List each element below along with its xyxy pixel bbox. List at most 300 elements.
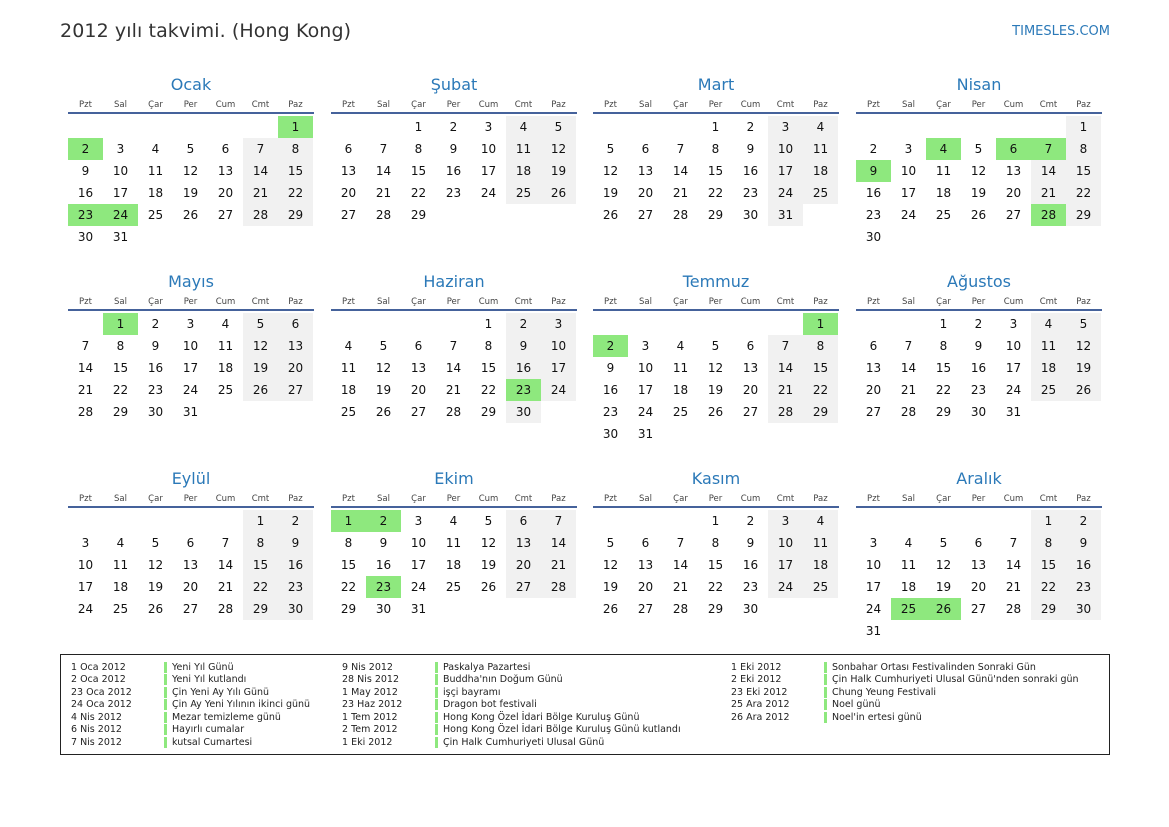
day-cell[interactable]: 12 xyxy=(480,536,497,550)
day-cell[interactable]: 11 xyxy=(340,361,357,375)
day-cell[interactable]: 20 xyxy=(340,186,357,200)
day-cell[interactable]: 15 xyxy=(340,558,357,572)
day-cell[interactable]: 27 xyxy=(970,602,987,616)
day-cell[interactable]: 14 xyxy=(768,357,803,379)
day-cell[interactable]: 8 xyxy=(1066,138,1101,160)
day-cell[interactable]: 29 xyxy=(707,602,724,616)
day-cell[interactable]: 11 xyxy=(445,536,462,550)
day-cell[interactable]: 11 xyxy=(900,558,917,572)
day-cell[interactable]: 1 xyxy=(711,514,720,528)
day-cell[interactable]: 22 xyxy=(707,580,724,594)
day-cell[interactable]: 3 xyxy=(414,514,423,528)
day-cell[interactable]: 18 xyxy=(900,580,917,594)
day-cell[interactable]: 12 xyxy=(243,335,278,357)
day-cell[interactable]: 18 xyxy=(1031,357,1066,379)
day-cell[interactable]: 7 xyxy=(81,339,90,353)
day-cell[interactable]: 9 xyxy=(151,339,160,353)
day-cell[interactable]: 21 xyxy=(375,186,392,200)
day-cell[interactable]: 6 xyxy=(641,142,650,156)
day-cell[interactable]: 18 xyxy=(935,186,952,200)
day-cell[interactable]: 12 xyxy=(1066,335,1101,357)
day-cell[interactable]: 3 xyxy=(869,536,878,550)
day-cell[interactable]: 31 xyxy=(112,230,129,244)
day-cell[interactable]: 8 xyxy=(344,536,353,550)
day-cell[interactable]: 10 xyxy=(865,558,882,572)
day-cell[interactable]: 20 xyxy=(182,580,199,594)
day-cell[interactable]: 26 xyxy=(602,208,619,222)
day-cell[interactable]: 12 xyxy=(602,164,619,178)
day-cell[interactable]: 3 xyxy=(81,536,90,550)
day-cell[interactable]: 27 xyxy=(217,208,234,222)
day-cell[interactable]: 6 xyxy=(278,313,313,335)
day-cell[interactable]: 18 xyxy=(445,558,462,572)
day-cell[interactable]: 20 xyxy=(278,357,313,379)
day-cell[interactable]: 3 xyxy=(904,142,913,156)
day-cell[interactable]: 24 xyxy=(865,602,882,616)
day-cell[interactable]: 30 xyxy=(1066,598,1101,620)
holiday-day-cell[interactable]: 2 xyxy=(366,510,401,532)
day-cell[interactable]: 4 xyxy=(676,339,685,353)
brand-link[interactable]: TIMESLES.COM xyxy=(1012,24,1110,39)
day-cell[interactable]: 2 xyxy=(974,317,983,331)
day-cell[interactable]: 9 xyxy=(974,339,983,353)
day-cell[interactable]: 12 xyxy=(707,361,724,375)
day-cell[interactable]: 16 xyxy=(865,186,882,200)
day-cell[interactable]: 5 xyxy=(151,536,160,550)
day-cell[interactable]: 26 xyxy=(243,379,278,401)
day-cell[interactable]: 16 xyxy=(147,361,164,375)
day-cell[interactable]: 13 xyxy=(182,558,199,572)
day-cell[interactable]: 17 xyxy=(900,186,917,200)
day-cell[interactable]: 2 xyxy=(746,514,755,528)
day-cell[interactable]: 24 xyxy=(637,405,654,419)
day-cell[interactable]: 25 xyxy=(506,182,541,204)
day-cell[interactable]: 16 xyxy=(445,164,462,178)
day-cell[interactable]: 20 xyxy=(217,186,234,200)
day-cell[interactable]: 20 xyxy=(506,554,541,576)
day-cell[interactable]: 17 xyxy=(410,558,427,572)
day-cell[interactable]: 11 xyxy=(935,164,952,178)
day-cell[interactable]: 29 xyxy=(480,405,497,419)
day-cell[interactable]: 8 xyxy=(711,142,720,156)
day-cell[interactable]: 15 xyxy=(1031,554,1066,576)
day-cell[interactable]: 2 xyxy=(506,313,541,335)
day-cell[interactable]: 7 xyxy=(449,339,458,353)
day-cell[interactable]: 13 xyxy=(742,361,759,375)
day-cell[interactable]: 22 xyxy=(112,383,129,397)
day-cell[interactable]: 1 xyxy=(939,317,948,331)
holiday-day-cell[interactable]: 1 xyxy=(803,313,838,335)
day-cell[interactable]: 21 xyxy=(1031,182,1066,204)
day-cell[interactable]: 13 xyxy=(340,164,357,178)
day-cell[interactable]: 7 xyxy=(676,142,685,156)
day-cell[interactable]: 9 xyxy=(379,536,388,550)
day-cell[interactable]: 19 xyxy=(1066,357,1101,379)
day-cell[interactable]: 6 xyxy=(344,142,353,156)
day-cell[interactable]: 15 xyxy=(410,164,427,178)
day-cell[interactable]: 5 xyxy=(606,142,615,156)
day-cell[interactable]: 17 xyxy=(480,164,497,178)
day-cell[interactable]: 6 xyxy=(506,510,541,532)
day-cell[interactable]: 4 xyxy=(151,142,160,156)
day-cell[interactable]: 29 xyxy=(935,405,952,419)
day-cell[interactable]: 3 xyxy=(484,120,493,134)
day-cell[interactable]: 25 xyxy=(1031,379,1066,401)
day-cell[interactable]: 19 xyxy=(602,580,619,594)
day-cell[interactable]: 10 xyxy=(637,361,654,375)
day-cell[interactable]: 7 xyxy=(904,339,913,353)
day-cell[interactable]: 13 xyxy=(1005,164,1022,178)
day-cell[interactable]: 18 xyxy=(112,580,129,594)
day-cell[interactable]: 3 xyxy=(641,339,650,353)
day-cell[interactable]: 11 xyxy=(112,558,129,572)
day-cell[interactable]: 5 xyxy=(1066,313,1101,335)
day-cell[interactable]: 16 xyxy=(375,558,392,572)
day-cell[interactable]: 25 xyxy=(147,208,164,222)
day-cell[interactable]: 27 xyxy=(865,405,882,419)
day-cell[interactable]: 22 xyxy=(707,186,724,200)
holiday-day-cell[interactable]: 2 xyxy=(593,335,628,357)
day-cell[interactable]: 10 xyxy=(900,164,917,178)
day-cell[interactable]: 14 xyxy=(541,532,576,554)
holiday-day-cell[interactable]: 25 xyxy=(891,598,926,620)
day-cell[interactable]: 4 xyxy=(1031,313,1066,335)
day-cell[interactable]: 13 xyxy=(637,558,654,572)
day-cell[interactable]: 27 xyxy=(637,602,654,616)
holiday-day-cell[interactable]: 23 xyxy=(68,204,103,226)
day-cell[interactable]: 21 xyxy=(217,580,234,594)
day-cell[interactable]: 19 xyxy=(541,160,576,182)
day-cell[interactable]: 28 xyxy=(768,401,803,423)
day-cell[interactable]: 29 xyxy=(340,602,357,616)
day-cell[interactable]: 21 xyxy=(1005,580,1022,594)
day-cell[interactable]: 21 xyxy=(672,580,689,594)
day-cell[interactable]: 14 xyxy=(1005,558,1022,572)
day-cell[interactable]: 26 xyxy=(602,602,619,616)
day-cell[interactable]: 14 xyxy=(672,558,689,572)
day-cell[interactable]: 24 xyxy=(480,186,497,200)
day-cell[interactable]: 20 xyxy=(1005,186,1022,200)
day-cell[interactable]: 30 xyxy=(742,208,759,222)
day-cell[interactable]: 31 xyxy=(865,624,882,638)
holiday-day-cell[interactable]: 1 xyxy=(103,313,138,335)
day-cell[interactable]: 25 xyxy=(672,405,689,419)
day-cell[interactable]: 14 xyxy=(900,361,917,375)
day-cell[interactable]: 12 xyxy=(970,164,987,178)
day-cell[interactable]: 13 xyxy=(506,532,541,554)
day-cell[interactable]: 28 xyxy=(672,602,689,616)
day-cell[interactable]: 25 xyxy=(340,405,357,419)
day-cell[interactable]: 8 xyxy=(484,339,493,353)
day-cell[interactable]: 20 xyxy=(970,580,987,594)
day-cell[interactable]: 15 xyxy=(480,361,497,375)
holiday-day-cell[interactable]: 23 xyxy=(366,576,401,598)
day-cell[interactable]: 5 xyxy=(379,339,388,353)
holiday-day-cell[interactable]: 9 xyxy=(856,160,891,182)
holiday-day-cell[interactable]: 7 xyxy=(1031,138,1066,160)
day-cell[interactable]: 11 xyxy=(803,532,838,554)
day-cell[interactable]: 17 xyxy=(768,554,803,576)
day-cell[interactable]: 27 xyxy=(182,602,199,616)
day-cell[interactable]: 13 xyxy=(865,361,882,375)
day-cell[interactable]: 17 xyxy=(112,186,129,200)
day-cell[interactable]: 11 xyxy=(672,361,689,375)
day-cell[interactable]: 13 xyxy=(278,335,313,357)
day-cell[interactable]: 27 xyxy=(506,576,541,598)
day-cell[interactable]: 27 xyxy=(278,379,313,401)
day-cell[interactable]: 8 xyxy=(939,339,948,353)
day-cell[interactable]: 2 xyxy=(1066,510,1101,532)
holiday-day-cell[interactable]: 6 xyxy=(996,138,1031,160)
day-cell[interactable]: 28 xyxy=(375,208,392,222)
day-cell[interactable]: 10 xyxy=(768,138,803,160)
day-cell[interactable]: 17 xyxy=(182,361,199,375)
day-cell[interactable]: 23 xyxy=(742,186,759,200)
day-cell[interactable]: 8 xyxy=(116,339,125,353)
day-cell[interactable]: 22 xyxy=(278,182,313,204)
day-cell[interactable]: 1 xyxy=(484,317,493,331)
day-cell[interactable]: 6 xyxy=(746,339,755,353)
holiday-day-cell[interactable]: 26 xyxy=(926,598,961,620)
day-cell[interactable]: 30 xyxy=(506,401,541,423)
day-cell[interactable]: 26 xyxy=(480,580,497,594)
day-cell[interactable]: 3 xyxy=(116,142,125,156)
day-cell[interactable]: 28 xyxy=(77,405,94,419)
day-cell[interactable]: 9 xyxy=(278,532,313,554)
day-cell[interactable]: 6 xyxy=(221,142,230,156)
day-cell[interactable]: 26 xyxy=(541,182,576,204)
day-cell[interactable]: 9 xyxy=(606,361,615,375)
day-cell[interactable]: 29 xyxy=(112,405,129,419)
day-cell[interactable]: 28 xyxy=(445,405,462,419)
day-cell[interactable]: 21 xyxy=(672,186,689,200)
day-cell[interactable]: 23 xyxy=(147,383,164,397)
day-cell[interactable]: 3 xyxy=(768,116,803,138)
day-cell[interactable]: 6 xyxy=(974,536,983,550)
day-cell[interactable]: 3 xyxy=(186,317,195,331)
day-cell[interactable]: 22 xyxy=(935,383,952,397)
day-cell[interactable]: 11 xyxy=(803,138,838,160)
day-cell[interactable]: 28 xyxy=(541,576,576,598)
day-cell[interactable]: 16 xyxy=(602,383,619,397)
day-cell[interactable]: 5 xyxy=(974,142,983,156)
day-cell[interactable]: 2 xyxy=(151,317,160,331)
day-cell[interactable]: 18 xyxy=(803,160,838,182)
day-cell[interactable]: 2 xyxy=(746,120,755,134)
day-cell[interactable]: 29 xyxy=(1031,598,1066,620)
day-cell[interactable]: 24 xyxy=(768,576,803,598)
day-cell[interactable]: 24 xyxy=(1005,383,1022,397)
day-cell[interactable]: 16 xyxy=(506,357,541,379)
day-cell[interactable]: 28 xyxy=(243,204,278,226)
day-cell[interactable]: 22 xyxy=(1031,576,1066,598)
day-cell[interactable]: 16 xyxy=(970,361,987,375)
holiday-day-cell[interactable]: 23 xyxy=(506,379,541,401)
day-cell[interactable]: 19 xyxy=(147,580,164,594)
day-cell[interactable]: 8 xyxy=(278,138,313,160)
day-cell[interactable]: 20 xyxy=(637,580,654,594)
day-cell[interactable]: 5 xyxy=(939,536,948,550)
holiday-day-cell[interactable]: 2 xyxy=(68,138,103,160)
day-cell[interactable]: 19 xyxy=(602,186,619,200)
day-cell[interactable]: 27 xyxy=(410,405,427,419)
day-cell[interactable]: 24 xyxy=(900,208,917,222)
day-cell[interactable]: 30 xyxy=(865,230,882,244)
day-cell[interactable]: 22 xyxy=(803,379,838,401)
day-cell[interactable]: 1 xyxy=(414,120,423,134)
day-cell[interactable]: 10 xyxy=(182,339,199,353)
day-cell[interactable]: 11 xyxy=(147,164,164,178)
day-cell[interactable]: 10 xyxy=(541,335,576,357)
day-cell[interactable]: 21 xyxy=(445,383,462,397)
day-cell[interactable]: 14 xyxy=(672,164,689,178)
day-cell[interactable]: 19 xyxy=(935,580,952,594)
day-cell[interactable]: 19 xyxy=(375,383,392,397)
day-cell[interactable]: 22 xyxy=(243,576,278,598)
day-cell[interactable]: 17 xyxy=(1005,361,1022,375)
day-cell[interactable]: 11 xyxy=(217,339,234,353)
day-cell[interactable]: 7 xyxy=(541,510,576,532)
day-cell[interactable]: 16 xyxy=(742,164,759,178)
day-cell[interactable]: 4 xyxy=(116,536,125,550)
day-cell[interactable]: 17 xyxy=(865,580,882,594)
day-cell[interactable]: 4 xyxy=(803,116,838,138)
day-cell[interactable]: 15 xyxy=(278,160,313,182)
day-cell[interactable]: 11 xyxy=(1031,335,1066,357)
day-cell[interactable]: 16 xyxy=(742,558,759,572)
day-cell[interactable]: 16 xyxy=(77,186,94,200)
day-cell[interactable]: 9 xyxy=(746,142,755,156)
day-cell[interactable]: 30 xyxy=(375,602,392,616)
day-cell[interactable]: 23 xyxy=(1066,576,1101,598)
day-cell[interactable]: 24 xyxy=(410,580,427,594)
day-cell[interactable]: 25 xyxy=(445,580,462,594)
day-cell[interactable]: 8 xyxy=(243,532,278,554)
day-cell[interactable]: 25 xyxy=(803,576,838,598)
day-cell[interactable]: 9 xyxy=(1066,532,1101,554)
day-cell[interactable]: 31 xyxy=(637,427,654,441)
day-cell[interactable]: 7 xyxy=(1009,536,1018,550)
holiday-day-cell[interactable]: 24 xyxy=(103,204,138,226)
day-cell[interactable]: 5 xyxy=(186,142,195,156)
day-cell[interactable]: 6 xyxy=(641,536,650,550)
day-cell[interactable]: 28 xyxy=(1005,602,1022,616)
day-cell[interactable]: 29 xyxy=(410,208,427,222)
day-cell[interactable]: 1 xyxy=(243,510,278,532)
day-cell[interactable]: 1 xyxy=(1066,116,1101,138)
day-cell[interactable]: 15 xyxy=(707,558,724,572)
day-cell[interactable]: 23 xyxy=(742,580,759,594)
day-cell[interactable]: 7 xyxy=(676,536,685,550)
day-cell[interactable]: 1 xyxy=(1031,510,1066,532)
day-cell[interactable]: 15 xyxy=(707,164,724,178)
day-cell[interactable]: 9 xyxy=(746,536,755,550)
day-cell[interactable]: 13 xyxy=(970,558,987,572)
day-cell[interactable]: 17 xyxy=(541,357,576,379)
day-cell[interactable]: 4 xyxy=(449,514,458,528)
day-cell[interactable]: 8 xyxy=(1031,532,1066,554)
day-cell[interactable]: 3 xyxy=(541,313,576,335)
day-cell[interactable]: 7 xyxy=(243,138,278,160)
day-cell[interactable]: 30 xyxy=(278,598,313,620)
day-cell[interactable]: 21 xyxy=(768,379,803,401)
day-cell[interactable]: 9 xyxy=(449,142,458,156)
day-cell[interactable]: 13 xyxy=(217,164,234,178)
holiday-day-cell[interactable]: 4 xyxy=(926,138,961,160)
day-cell[interactable]: 24 xyxy=(77,602,94,616)
day-cell[interactable]: 31 xyxy=(768,204,803,226)
day-cell[interactable]: 10 xyxy=(768,532,803,554)
day-cell[interactable]: 26 xyxy=(182,208,199,222)
day-cell[interactable]: 4 xyxy=(803,510,838,532)
day-cell[interactable]: 12 xyxy=(147,558,164,572)
day-cell[interactable]: 18 xyxy=(217,361,234,375)
day-cell[interactable]: 19 xyxy=(182,186,199,200)
day-cell[interactable]: 15 xyxy=(112,361,129,375)
day-cell[interactable]: 10 xyxy=(112,164,129,178)
day-cell[interactable]: 20 xyxy=(637,186,654,200)
day-cell[interactable]: 19 xyxy=(243,357,278,379)
day-cell[interactable]: 21 xyxy=(541,554,576,576)
day-cell[interactable]: 12 xyxy=(541,138,576,160)
day-cell[interactable]: 17 xyxy=(77,580,94,594)
day-cell[interactable]: 15 xyxy=(935,361,952,375)
day-cell[interactable]: 5 xyxy=(541,116,576,138)
day-cell[interactable]: 23 xyxy=(865,208,882,222)
day-cell[interactable]: 22 xyxy=(480,383,497,397)
day-cell[interactable]: 23 xyxy=(602,405,619,419)
day-cell[interactable]: 25 xyxy=(217,383,234,397)
day-cell[interactable]: 17 xyxy=(637,383,654,397)
day-cell[interactable]: 23 xyxy=(445,186,462,200)
day-cell[interactable]: 18 xyxy=(803,554,838,576)
day-cell[interactable]: 26 xyxy=(1066,379,1101,401)
day-cell[interactable]: 12 xyxy=(935,558,952,572)
day-cell[interactable]: 22 xyxy=(1066,182,1101,204)
day-cell[interactable]: 20 xyxy=(410,383,427,397)
day-cell[interactable]: 17 xyxy=(768,160,803,182)
day-cell[interactable]: 29 xyxy=(707,208,724,222)
day-cell[interactable]: 21 xyxy=(77,383,94,397)
day-cell[interactable]: 21 xyxy=(900,383,917,397)
day-cell[interactable]: 10 xyxy=(480,142,497,156)
day-cell[interactable]: 24 xyxy=(768,182,803,204)
day-cell[interactable]: 27 xyxy=(637,208,654,222)
day-cell[interactable]: 4 xyxy=(904,536,913,550)
day-cell[interactable]: 5 xyxy=(711,339,720,353)
day-cell[interactable]: 4 xyxy=(344,339,353,353)
day-cell[interactable]: 29 xyxy=(243,598,278,620)
day-cell[interactable]: 19 xyxy=(480,558,497,572)
day-cell[interactable]: 24 xyxy=(541,379,576,401)
day-cell[interactable]: 14 xyxy=(445,361,462,375)
day-cell[interactable]: 15 xyxy=(1066,160,1101,182)
day-cell[interactable]: 7 xyxy=(379,142,388,156)
day-cell[interactable]: 8 xyxy=(803,335,838,357)
day-cell[interactable]: 20 xyxy=(742,383,759,397)
day-cell[interactable]: 6 xyxy=(414,339,423,353)
day-cell[interactable]: 7 xyxy=(768,335,803,357)
day-cell[interactable]: 26 xyxy=(707,405,724,419)
day-cell[interactable]: 30 xyxy=(147,405,164,419)
day-cell[interactable]: 30 xyxy=(77,230,94,244)
day-cell[interactable]: 25 xyxy=(803,182,838,204)
day-cell[interactable]: 15 xyxy=(243,554,278,576)
day-cell[interactable]: 5 xyxy=(243,313,278,335)
day-cell[interactable]: 19 xyxy=(707,383,724,397)
day-cell[interactable]: 8 xyxy=(414,142,423,156)
day-cell[interactable]: 24 xyxy=(182,383,199,397)
